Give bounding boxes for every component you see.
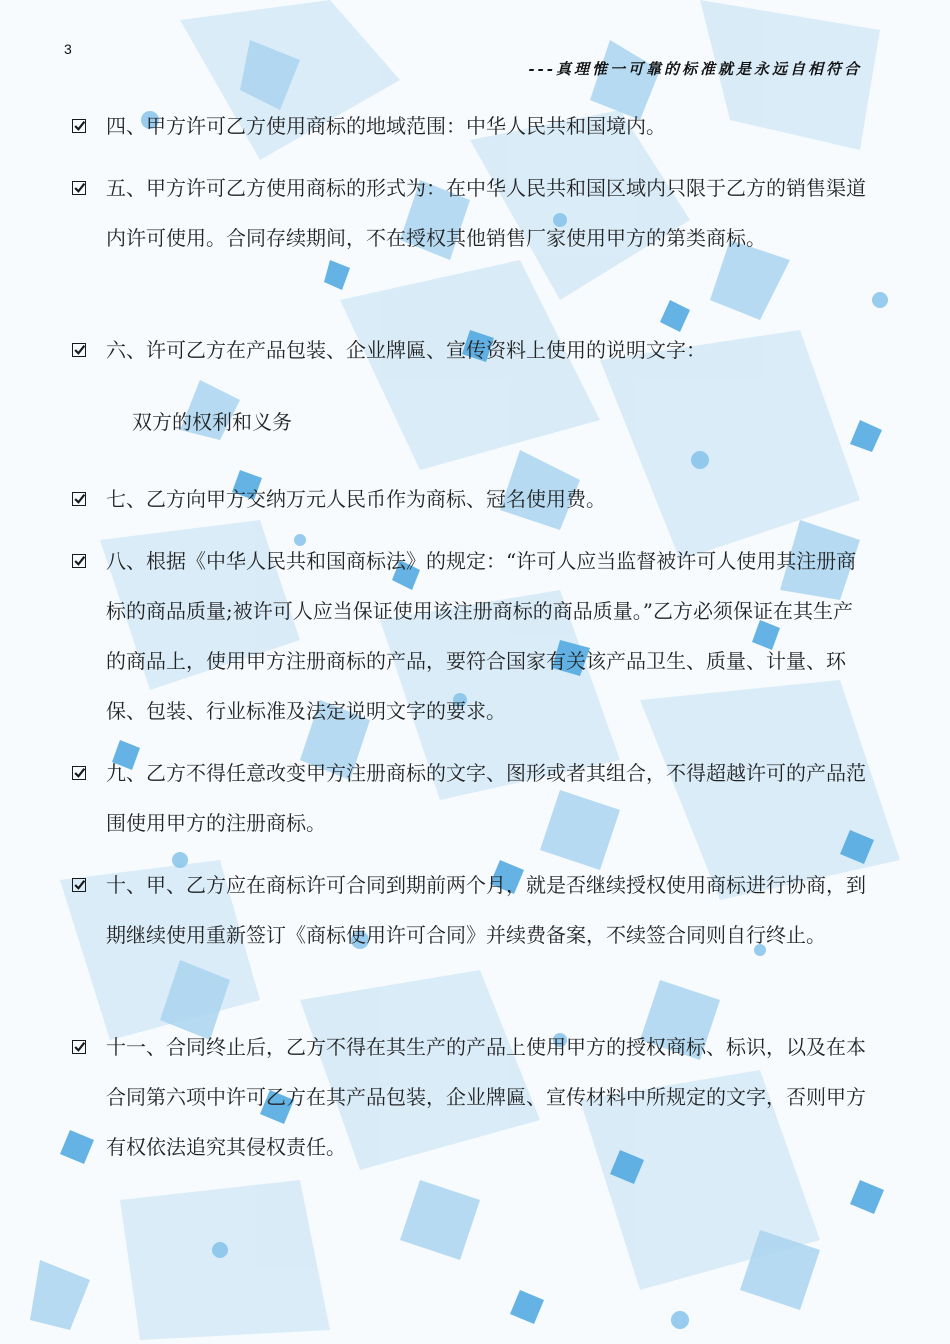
clause-text: 六、许可乙方在产品包装、企业牌匾、宣传资料上使用的说明文字：	[106, 338, 706, 362]
checkbox-icon	[72, 554, 86, 568]
clause-item	[72, 174, 872, 263]
checkbox-icon	[72, 878, 86, 892]
clause-text: 十一、合同终止后，乙方不得在其生产的产品上使用甲方的授权商标、标识，以及在本合同第六项中许可乙方在其产品包装，企业牌匾、宣传材料中所规定的文字，否则甲方有权依法追究其侵权责任。	[106, 1035, 866, 1159]
clause-text: 五、甲方许可乙方使用商标的形式为：在中华人民共和国区域内只限于乙方的销售渠道内许可使用。合同存续期间，不在授权其他销售厂家使用甲方的第类商标。	[106, 176, 866, 250]
clause-item	[72, 336, 872, 375]
checkbox-icon	[72, 181, 86, 195]
header-quote: ---真理惟一可靠的标准就是永远自相符合	[528, 60, 862, 78]
section-heading: 双方的权利和义务	[132, 410, 292, 434]
clause-item	[72, 485, 872, 524]
clause-text: 九、乙方不得任意改变甲方注册商标的文字、图形或者其组合，不得超越许可的产品范围使用甲方的注册商标。	[106, 761, 866, 835]
checkbox-icon	[72, 1040, 86, 1054]
page-number: 3	[64, 41, 72, 57]
clause-text: 十、甲、乙方应在商标许可合同到期前两个月，就是否继续授权使用商标进行协商，到期继续使用重新签订《商标使用许可合同》并续费备案，不续签合同则自行终止。	[106, 873, 866, 947]
checkbox-icon	[72, 343, 86, 357]
clause-text: 七、乙方向甲方交纳万元人民币作为商标、冠名使用费。	[106, 487, 606, 511]
checkbox-icon	[72, 119, 86, 133]
clause-item	[72, 112, 872, 151]
checkbox-icon	[72, 766, 86, 780]
clause-item	[72, 547, 872, 736]
clause-item	[72, 759, 872, 848]
clause-item	[72, 1033, 872, 1172]
clause-text: 四、甲方许可乙方使用商标的地域范围：中华人民共和国境内。	[106, 114, 666, 138]
checkbox-icon	[72, 492, 86, 506]
clause-text: 八、根据《中华人民共和国商标法》的规定：“许可人应当监督被许可人使用其注册商标的商品质量;被许可人应当保证使用该注册商标的商品质量。”乙方必须保证在其生产的商品上，使用甲方注册商标的产品，要符合国家有关该产品卫生、质量、计量、环保、包装、行业标准及法定说明文字的要求。	[106, 549, 857, 723]
clause-item	[72, 871, 872, 960]
